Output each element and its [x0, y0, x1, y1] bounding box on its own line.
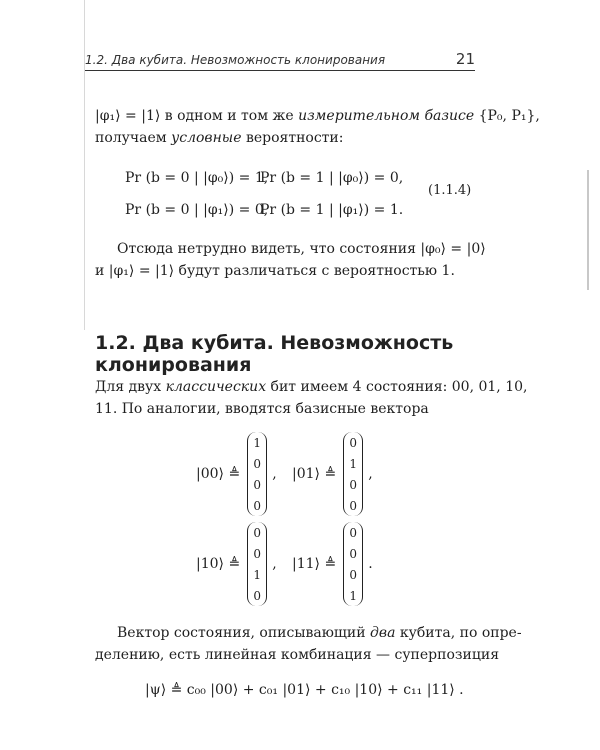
text-run: вероятности:: [241, 130, 344, 146]
text-run: Для двух: [95, 379, 166, 395]
text-run: Вектор состояния, описывающий: [117, 625, 371, 641]
paragraph-1-line-1: [95, 105, 540, 127]
text-run: кубита, по опре-: [395, 625, 522, 641]
matrix-entry: 0: [349, 435, 357, 450]
italic-run: измерительном базисе: [298, 108, 475, 124]
vector-01: [292, 432, 373, 516]
vector-punct: ,: [272, 556, 277, 572]
italic-run: условные: [171, 130, 242, 146]
header-rule: [85, 70, 475, 71]
matrix-entry: 0: [253, 498, 261, 513]
matrix-entry: 0: [253, 546, 261, 561]
paragraph-4-line-2: делению, есть линейная комбинация — суперпозиция: [95, 647, 500, 663]
matrix-entry: 0: [349, 477, 357, 492]
section-heading: 1.2. Два кубита. Невозможность клонирования: [95, 332, 454, 376]
vector-11: [292, 522, 373, 606]
matrix-entry: 0: [349, 546, 357, 561]
matrix-entry: 0: [349, 498, 357, 513]
equation-row2-right: Pr (b = 1 | |φ₁⟩) = 1.: [260, 202, 404, 218]
matrix-entry: 0: [253, 477, 261, 492]
matrix-entry: 1: [253, 567, 261, 582]
vector-label: |11⟩ ≜: [292, 556, 337, 572]
matrix-entry: 1: [349, 456, 357, 471]
text-run: {P₀, P₁},: [474, 108, 540, 124]
vector-label: |10⟩ ≜: [196, 556, 241, 572]
header-title: 1.2. Два кубита. Невозможность клонирования: [85, 53, 386, 67]
matrix-entry: 1: [349, 588, 357, 603]
paragraph-1-line-2: [95, 127, 475, 149]
matrix-entry: 0: [349, 567, 357, 582]
paragraph-3: [95, 376, 528, 420]
page-number: 21: [455, 50, 475, 68]
text-run: получаем: [95, 130, 172, 146]
paragraph-2: [95, 238, 486, 282]
matrix-entry: 1: [253, 435, 261, 450]
column-matrix: [247, 522, 267, 606]
paragraph-1: [95, 105, 540, 149]
equation-row1-left: Pr (b = 0 | |φ₀⟩) = 1,: [125, 170, 269, 186]
vector-punct: ,: [368, 466, 373, 482]
matrix-entry: 0: [349, 525, 357, 540]
vector-00: [196, 432, 277, 516]
equation-number: (1.1.4): [428, 183, 472, 198]
column-matrix: [247, 432, 267, 516]
running-header: [85, 50, 475, 68]
paragraph-4: [95, 622, 522, 666]
paragraph-2-line-1: Отсюда нетрудно видеть, что состояния |φ₀⟩ = |0⟩: [117, 241, 486, 257]
vector-label: |00⟩ ≜: [196, 466, 241, 482]
scan-edge-right: [587, 170, 589, 290]
italic-run: два: [370, 625, 396, 641]
vector-label: |01⟩ ≜: [292, 466, 337, 482]
paragraph-4-line-1: [95, 622, 522, 644]
vector-punct: .: [368, 556, 373, 572]
paragraph-3-line-2: 11. По аналогии, вводятся базисные вектора: [95, 401, 429, 417]
text-run: бит имеем 4 состояния: 00, 01, 10,: [266, 379, 528, 395]
column-matrix: [343, 432, 363, 516]
matrix-entry: 0: [253, 588, 261, 603]
paragraph-3-line-1: [95, 376, 528, 398]
text-run: |φ₁⟩ = |1⟩ в одном и том же: [95, 108, 299, 124]
vector-punct: ,: [272, 466, 277, 482]
italic-run: классических: [165, 379, 267, 395]
paragraph-2-line-2: и |φ₁⟩ = |1⟩ будут различаться с вероятностью 1.: [95, 263, 455, 279]
vector-10: [196, 522, 277, 606]
equation-row2-left: Pr (b = 0 | |φ₁⟩) = 0,: [125, 202, 269, 218]
matrix-entry: 0: [253, 525, 261, 540]
superposition-equation: |ψ⟩ ≜ c₀₀ |00⟩ + c₀₁ |01⟩ + c₁₀ |10⟩ + c₁₁ |11⟩ .: [145, 682, 464, 698]
matrix-entry: 0: [253, 456, 261, 471]
equation-row1-right: Pr (b = 1 | |φ₀⟩) = 0,: [260, 170, 404, 186]
column-matrix: [343, 522, 363, 606]
